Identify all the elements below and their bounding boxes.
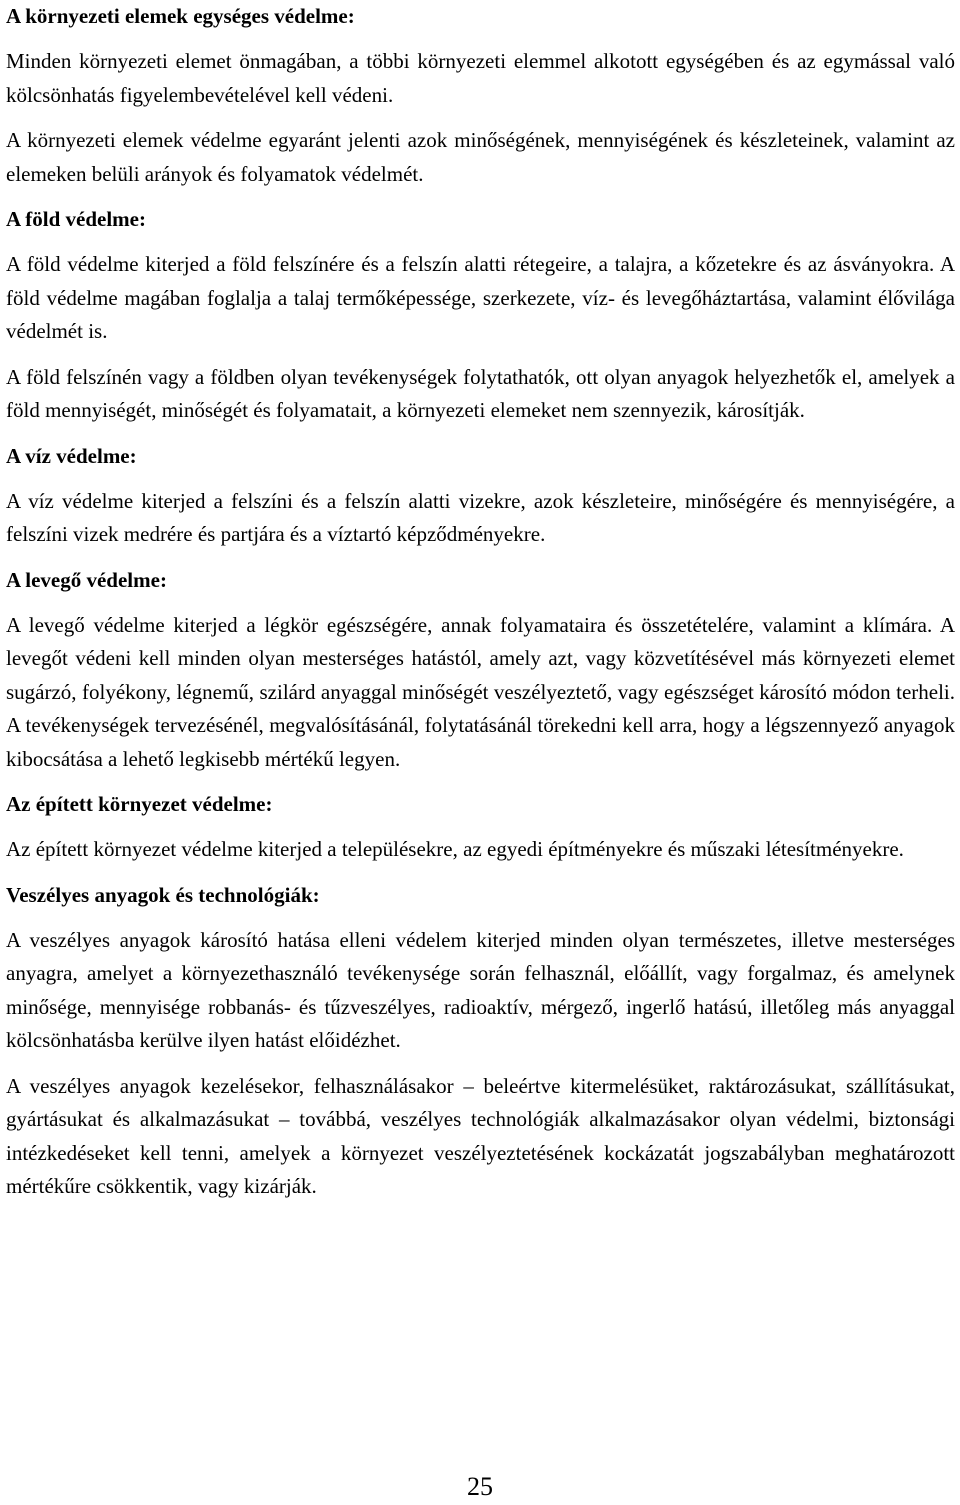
paragraph: A levegő védelme kiterjed a légkör egészségére, annak folyamataira és összetételére, valamint a klímára. A levegőt védeni kell minden olyan mesterséges hatástól, amely azt, vagy közvetítésével más környezeti elemet sugárzó, folyékony, légnemű, szilárd anyaggal minőségét veszélyeztető, vagy egészséget károsító módon terheli. A tevékenységek tervezésénél, megvalósításánál, folytatásánál törekedni kell arra, hogy a légszennyező anyagok kibocsátása a lehető legkisebb mértékű legyen.: [6, 612, 955, 771]
paragraph: Az épített környezet védelme kiterjed a településekre, az egyedi építményekre és műszaki létesítményekre.: [6, 837, 904, 861]
paragraph: A veszélyes anyagok kezelésekor, felhasználásakor – beleértve kitermelésüket, raktározásukat, szállításukat, gyártásukat és alkalmazásukat – továbbá, veszélyes technológiák alkalmazásakor olyan védelmi, biztonsági intézkedéseket kell tenni, amelyek a környezet veszélyeztetésének kockázatát jogszabályban meghatározott mértékűre csökkentik, vagy kizárják.: [6, 1073, 955, 1198]
section-heading-air-protection: A levegő védelme:: [6, 567, 167, 592]
paragraph: A víz védelme kiterjed a felszíni és a felszín alatti vizekre, azok készleteire, minőségére és mennyiségére, a felszíni vizek medrére és partjára és a víztartó képződményekre.: [6, 488, 955, 546]
paragraph: A veszélyes anyagok károsító hatása elleni védelem kiterjed minden olyan természetes, illetve mesterséges anyagra, amelyet a környezethasználó tevékenysége során felhasznál, előállít, vagy forgalmaz, és amelynek minősége, mennyisége robbanás- és tűzveszélyes, radioaktív, mérgező, ingerlő hatású, illetőleg más anyaggal kölcsönhatásba kerülve ilyen hatást előidézhet.: [6, 927, 955, 1052]
section-heading-land-protection: A föld védelme:: [6, 207, 146, 231]
paragraph: Minden környezeti elemet önmagában, a többi környezeti elemmel alkotott egységében és az egymással való kölcsönhatás figyelembevételével kell védeni.: [6, 49, 955, 107]
page-number: 25: [467, 1472, 493, 1501]
paragraph: A föld felszínén vagy a földben olyan tevékenységek folytathatók, ott olyan anyagok helyezhetők el, amelyek a föld mennyiségét, minőségét és folyamatait, a környezeti elemeket nem szennyezik, károsítják.: [6, 364, 955, 422]
section-heading-hazardous-materials: Veszélyes anyagok és technológiák:: [6, 882, 320, 907]
paragraph: A környezeti elemek védelme egyaránt jelenti azok minőségének, mennyiségének és készleteinek, valamint az elemeken belüli arányok és folyamatok védelmét.: [6, 128, 955, 186]
section-heading-built-environment: Az épített környezet védelme:: [6, 792, 273, 816]
document-page: [6, 0, 955, 1216]
section-heading-water-protection: A víz védelme:: [6, 443, 137, 468]
paragraph: A föld védelme kiterjed a föld felszínére és a felszín alatti rétegeire, a talajra, a kőzetekre és az ásványokra. A föld védelme magában foglalja a talaj termőképessége, szerkezete, víz- és levegőháztartása, valamint élővilága védelmét is.: [6, 252, 955, 343]
section-heading-environmental-elements: A környezeti elemek egységes védelme:: [6, 4, 355, 28]
